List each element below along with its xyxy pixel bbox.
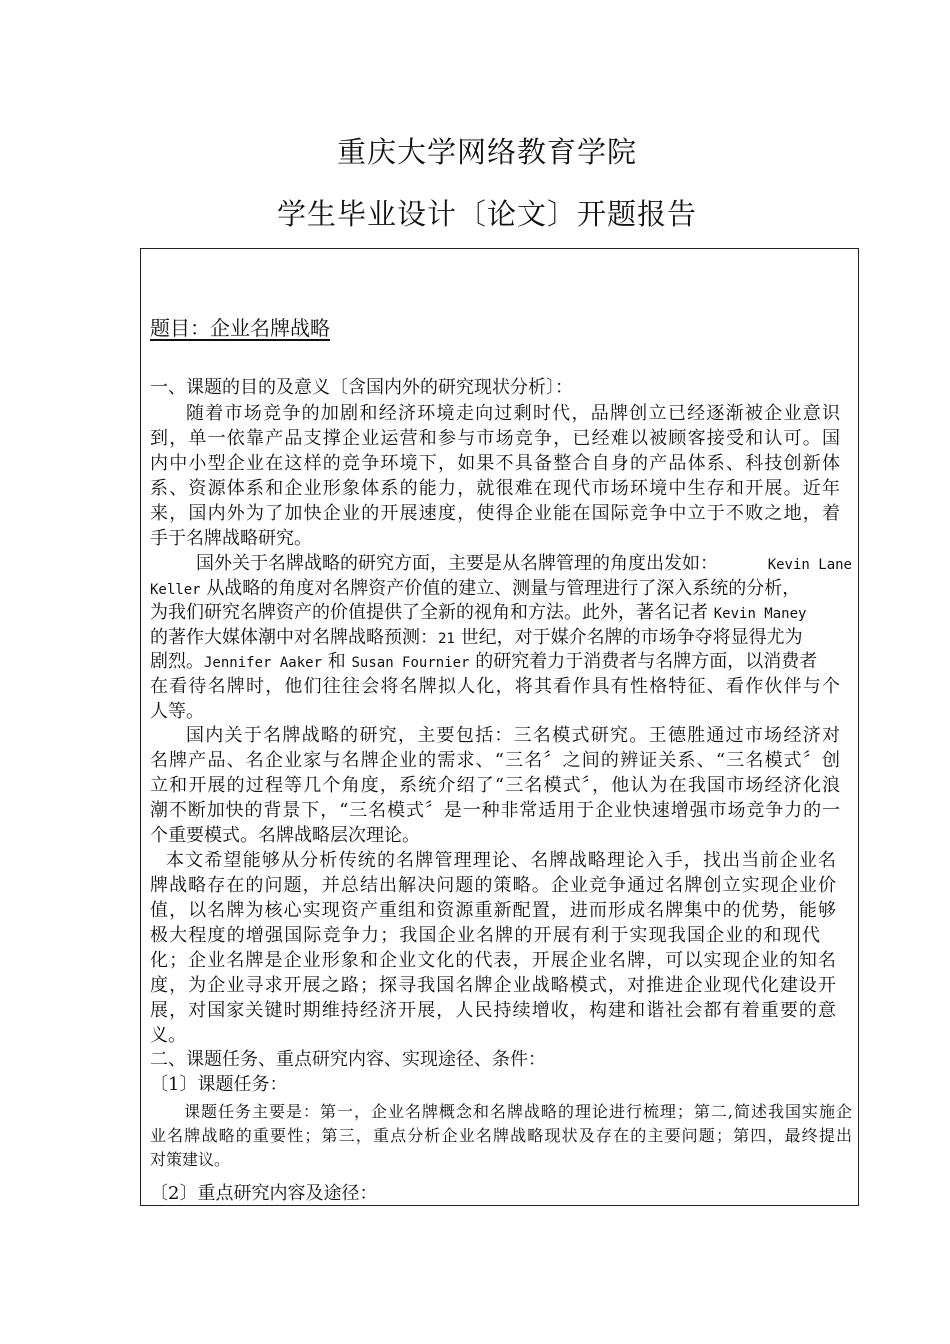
- p2-line3-cn: 为我们研究名牌资产的价值提供了全新的视角和方法。此外，著名记者: [150, 602, 708, 623]
- p4-line: 牌战略存在的问题，并总结出解决问题的策略。企业竞争通过名牌创立实现企业价: [150, 875, 836, 896]
- p2-line4-num: 21: [438, 631, 455, 647]
- p2-line5-a: 剧烈。: [150, 651, 204, 672]
- p4-line: 极大程度的增强国际竞争力；我国企业名牌的开展有利于实现我国企业的和现代: [150, 925, 820, 946]
- sub1-text-line: 课题任务主要是：第一，企业名牌概念和名牌战略的理论进行梳理；第二,简述我国实施企: [184, 1102, 852, 1121]
- p4-line: 化；企业名牌是企业形象和企业文化的代表，开展企业名牌，可以实现企业的知名: [150, 950, 836, 971]
- p4-line: 度，为企业寻求开展之路；探寻我国名牌企业战略模式，对推进企业现代化建设开: [150, 975, 836, 996]
- topic-title: 题目：企业名牌战略: [150, 316, 330, 340]
- p2-line: [150, 577, 856, 602]
- p4-line: 本文希望能够从分析传统的名牌管理理论、名牌战略理论入手，找出当前企业名: [166, 850, 836, 871]
- p2-line2-cn: 从战略的角度对名牌资产价值的建立、测量与管理进行了深入系统的分析，: [206, 578, 801, 599]
- p1-line: 随着市场竞争的加剧和经济环境走向过剩时代，品牌创立已经逐渐被企业意识: [186, 403, 840, 424]
- p2-line5-en1: Jennifer Aaker: [204, 655, 323, 671]
- p3-line: 国内关于名牌战略的研究，主要包括：三名模式研究。王德胜通过市场经济对: [186, 725, 840, 746]
- p2-line4-a: 的著作大媒体潮中对名牌战略预测：: [150, 627, 438, 648]
- p2-line: [150, 626, 856, 651]
- report-title: 学生毕业设计〔论文〕开题报告: [276, 197, 697, 231]
- p2-line3-en: Kevin Maney: [713, 606, 807, 622]
- p2-line1-cn: 国外关于名牌战略的研究方面，主要是从名牌管理的角度出发如：: [196, 553, 718, 574]
- section2-sub2: 〔2〕重点研究内容及途径：: [150, 1183, 378, 1204]
- p2-line2-en: Keller: [150, 582, 201, 598]
- p1-line: 手于名牌战略研究。: [150, 528, 312, 549]
- p2-line5-and: 和: [327, 651, 346, 672]
- p2-line5-en2: Susan Fournier: [351, 655, 470, 671]
- p2-line: [150, 601, 856, 626]
- p1-line: 内中小型企业在这样的竞争环境下，如果不具备整合自身的产品体系、科技创新体: [150, 453, 840, 474]
- sub1-text-line: 业名牌战略的重要性；第三，重点分析企业名牌战略现状及存在的主要问题；第四，最终提出: [150, 1126, 852, 1145]
- section2-heading: 二、课题任务、重点研究内容、实现途径、条件：: [150, 1049, 546, 1070]
- sub1-text-line: 对策建议。: [150, 1150, 231, 1169]
- p4-line: 展，对国家关键时期维持经济开展，人民持续增收，构建和谐社会都有着重要的意: [150, 1000, 836, 1021]
- p1-line: 来，国内外为了加快企业的开展速度，使得企业能在国际竞争中立于不败之地，着: [150, 503, 840, 524]
- p3-line: 潮不断加快的背景下，“三名模式〞是一种非常适用于企业快速增强市场竞争力的一: [150, 800, 840, 821]
- p2-line1-en: Kevin Lane: [767, 557, 852, 573]
- p1-line: 到，单一依靠产品支撑企业运营和参与市场竞争，已经难以被顾客接受和认可。国: [150, 428, 840, 449]
- p4-line: 义。: [150, 1025, 186, 1046]
- p2-line5-b: 的研究着力于消费者与名牌方面，以消费者: [475, 651, 818, 672]
- section2-sub1: 〔1〕课题任务：: [150, 1074, 288, 1095]
- p3-line: 立和开展的过程等几个角度，系统介绍了“三名模式〞，他认为在我国市场经济化浪: [150, 775, 840, 796]
- p2-line: 人等。: [150, 701, 204, 722]
- p1-line: 系、资源体系和企业形象体系的能力，就很难在现代市场环境中生存和开展。近年: [150, 478, 840, 499]
- p2-line: [196, 552, 852, 576]
- section1-heading: 一、课题的目的及意义〔含国内外的研究现状分析〕：: [150, 377, 573, 398]
- p3-line: 名牌产品、名企业家与名牌企业的需求、“三名〞之间的辨证关系、“三名模式〞创: [150, 750, 840, 771]
- p2-line: [150, 650, 856, 675]
- p2-line4-b: 世纪，对于媒介名牌的市场争夺将显得尤为: [460, 627, 803, 648]
- p2-line: 在看待名牌时，他们往往会将名牌拟人化，将其看作具有性格特征、看作伙伴与个: [150, 676, 840, 697]
- p4-line: 值，以名牌为核心实现资产重组和资源重新配置，进而形成名牌集中的优势，能够: [150, 900, 836, 921]
- institution-title: 重庆大学网络教育学院: [336, 135, 637, 169]
- p3-line: 个重要模式。名牌战略层次理论。: [150, 825, 420, 846]
